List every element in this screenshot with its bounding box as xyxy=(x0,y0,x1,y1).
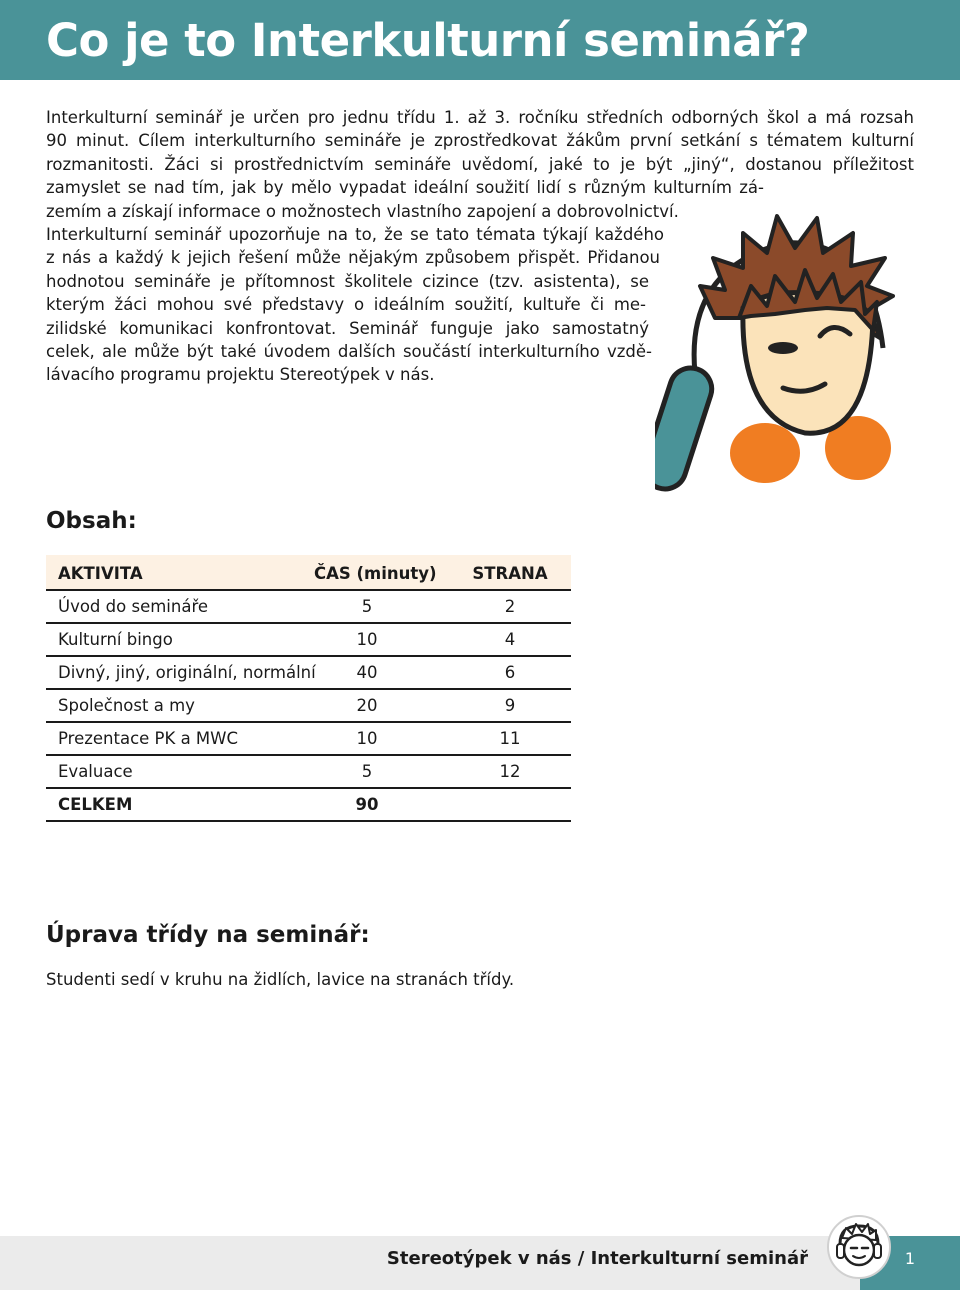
intro-line: lávacího programu projektu Stereotýpek v nás. xyxy=(46,365,435,385)
table-row xyxy=(46,756,571,789)
column-header-time: ČAS (minuty) xyxy=(314,564,437,583)
table-row xyxy=(46,690,571,723)
table-header-row xyxy=(46,555,571,591)
contents-title: Obsah: xyxy=(46,508,137,534)
stereotypek-logo-icon xyxy=(826,1214,892,1280)
time-cell: 10 xyxy=(356,729,378,748)
table-total-row xyxy=(46,789,571,822)
setup-text: Studenti sedí v kruhu na židlích, lavice na stranách třídy. xyxy=(46,970,515,989)
page-cell: 11 xyxy=(499,729,521,748)
table-row xyxy=(46,657,571,690)
intro-line: Interkulturní seminář je určen pro jednu třídu 1. až 3. ročníku středních odborných škol a má rozsah xyxy=(46,108,914,127)
page-title: Co je to Interkulturní seminář? xyxy=(46,14,810,67)
intro-line: rozmanitosti. Žáci si prostřednictvím semináře uvědomí, jaké to je být „jiný“, dostanou příležitost xyxy=(46,154,914,174)
activity-cell: Prezentace PK a MWC xyxy=(58,729,238,748)
intro-line: zamyslet se nad tím, jak by mělo vypadat ideální soužití lidí s různým kulturním zá- xyxy=(46,178,764,198)
time-cell: 40 xyxy=(356,663,378,682)
total-time: 90 xyxy=(355,795,379,814)
table-row xyxy=(46,723,571,756)
intro-line: hodnotou semináře je přítomnost školitele cizince (tzv. asistenta), se xyxy=(46,271,649,291)
contents-table xyxy=(46,555,571,822)
setup-title: Úprava třídy na seminář: xyxy=(46,922,370,948)
time-cell: 5 xyxy=(361,762,373,781)
column-header-page: STRANA xyxy=(472,564,548,583)
activity-cell: Úvod do semináře xyxy=(58,597,209,616)
page-cell: 4 xyxy=(504,630,516,649)
page-header xyxy=(0,0,960,80)
intro-line: celek, ale může být také úvodem dalších součástí interkulturního vzdě- xyxy=(46,341,652,361)
boy-with-headphones-illustration xyxy=(655,198,900,498)
page-cell: 6 xyxy=(504,663,516,682)
time-cell: 5 xyxy=(361,597,373,616)
intro-line: zilidské komunikaci konfrontovat. Seminář funguje jako samostatný xyxy=(46,318,649,338)
intro-line: kterým žáci mohou své představy o ideálním soužití, kultuře či me- xyxy=(46,295,646,315)
column-header-activity: AKTIVITA xyxy=(58,564,143,583)
intro-line: 90 minut. Cílem interkulturního semináře je zprostředkovat žákům první setkání s tématem kulturní xyxy=(46,131,914,151)
page-cell: 2 xyxy=(504,597,516,616)
table-row xyxy=(46,591,571,624)
intro-line: zemím a získají informace o možnostech vlastního zapojení a dobrovolnictví. xyxy=(46,201,679,221)
activity-cell: Divný, jiný, originální, normální xyxy=(58,663,316,682)
time-cell: 10 xyxy=(356,630,378,649)
page-cell: 9 xyxy=(504,696,516,715)
intro-line: z nás a každý k jejich řešení může nějakým způsobem přispět. Přidanou xyxy=(46,248,660,268)
activity-cell: Evaluace xyxy=(58,762,133,781)
footer-text: Stereotýpek v nás / Interkulturní seminář xyxy=(386,1248,808,1269)
activity-cell: Kulturní bingo xyxy=(58,630,173,649)
page-cell: 12 xyxy=(499,762,521,781)
table-row xyxy=(46,624,571,657)
activity-cell: Společnost a my xyxy=(58,696,195,715)
total-label: CELKEM xyxy=(58,795,133,814)
intro-line: Interkulturní seminář upozorňuje na to, že se tato témata týkají každého xyxy=(46,224,664,244)
time-cell: 20 xyxy=(356,696,378,715)
page-number: 1 xyxy=(904,1249,916,1268)
